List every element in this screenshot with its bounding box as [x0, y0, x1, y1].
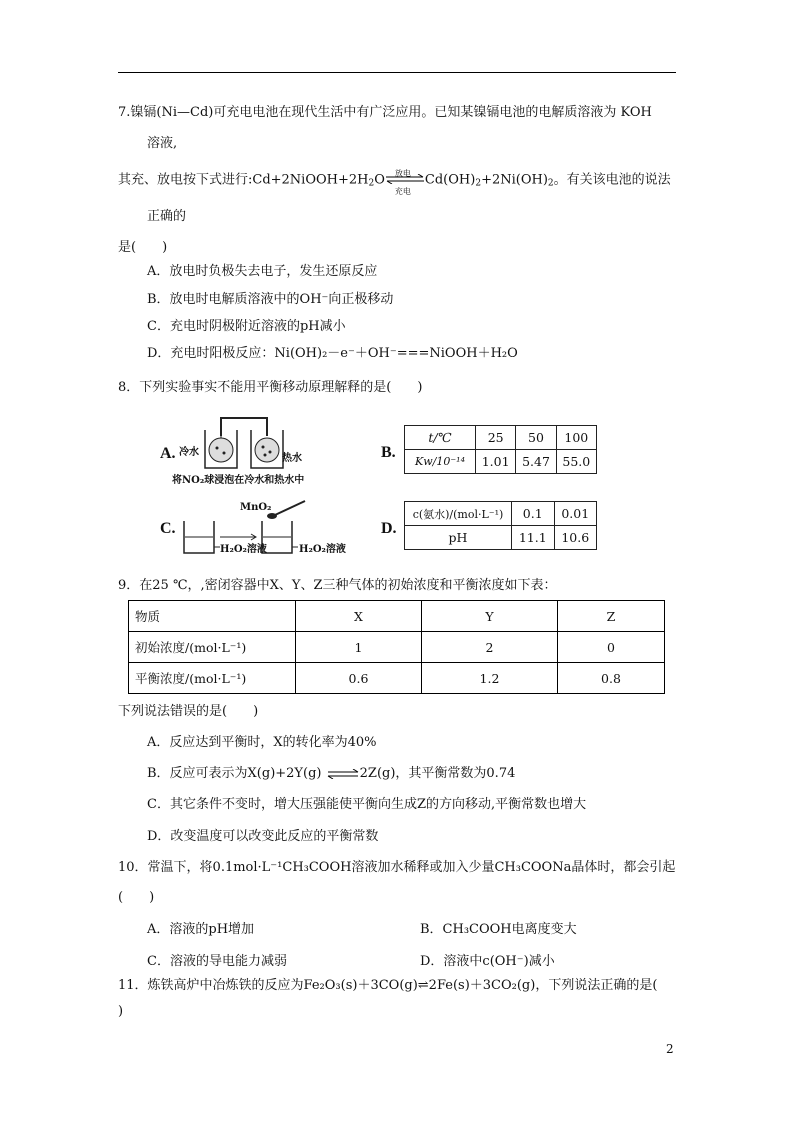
- q9-cell: 物质: [129, 601, 296, 632]
- fig-b-cell: 1.01: [476, 450, 516, 474]
- fig-d-cell: 10.6: [554, 526, 597, 550]
- q9-cell: Y: [422, 601, 558, 632]
- q7-line4: 正确的: [147, 209, 187, 224]
- q9-cell: 2: [422, 632, 558, 663]
- fig-b-label: B.: [381, 444, 396, 461]
- fig-b-cell: 5.47: [516, 450, 556, 474]
- q9-cell: X: [296, 601, 422, 632]
- q9-table: [128, 600, 665, 694]
- q7-equation: 其充、放电按下式进行$:Cd+2NiOOH+2H_2O$ 放电 充电 $Cd(OH)_2+2Ni(OH)_2$。有关该电池的说法: [118, 171, 671, 193]
- fig-d-table: [404, 501, 597, 550]
- q7-line1: 7.镍镉(Ni—Cd)可充电电池在现代生活中有广泛应用。已知某镍镉电池的电解质溶液为 KOH: [118, 105, 652, 120]
- fig-a-label: A.: [160, 445, 176, 462]
- fig-d-cell: 0.1: [512, 502, 555, 526]
- fig-c-right-solution: H₂O₂溶液: [299, 544, 346, 555]
- q9-cell: 0.6: [296, 663, 422, 694]
- arrow-top-label: 放电: [394, 169, 411, 178]
- page-number: 2: [666, 1042, 674, 1056]
- q9-option-b: [147, 765, 515, 783]
- q11-stem: 11．炼铁高炉中冶炼铁的反应为Fe₂O₃(s)＋3CO(g)⇌2Fe(s)＋3CO₂(g)，下列说法正确的是(: [118, 978, 658, 993]
- q11-tail: ): [118, 1004, 124, 1019]
- header-rule: [118, 72, 676, 73]
- q9-option-a: A．反应达到平衡时，X的转化率为40%: [147, 735, 377, 750]
- fig-a-cold-label: 冷水: [179, 447, 199, 458]
- fig-c-mno2: MnO₂: [240, 502, 272, 513]
- q7-line5: 是( ): [118, 240, 168, 255]
- q9-option-d: D．改变温度可以改变此反应的平衡常数: [147, 829, 379, 844]
- q9-cell: 平衡浓度/(mol·L⁻¹): [129, 663, 296, 694]
- fig-d-cell: 11.1: [512, 526, 555, 550]
- fig-b-cell: Kw/10⁻¹⁴: [405, 450, 476, 474]
- q7-line2: 溶液,: [147, 136, 178, 151]
- q9-cell: Z: [558, 601, 665, 632]
- equilibrium-arrow-icon: [326, 769, 360, 779]
- fig-d-label: D.: [381, 520, 397, 537]
- q8-stem: 8．下列实验事实不能用平衡移动原理解释的是( ): [118, 380, 423, 395]
- q9-option-b-post: 2Z(g)，其平衡常数为0.74: [359, 766, 516, 781]
- fig-b-table: [404, 425, 597, 474]
- fig-a-hot-label: 热水: [282, 453, 302, 464]
- q9-cell: 初始浓度/(mol·L⁻¹): [129, 632, 296, 663]
- q7-option-d: D．充电时阳极反应：Ni(OH)₂－e⁻＋OH⁻===NiOOH＋H₂O: [147, 346, 518, 361]
- q7-option-c: C．充电时阴极附近溶液的pH减小: [147, 319, 346, 334]
- fig-a-caption: 将NO₂球浸泡在冷水和热水中: [172, 475, 305, 486]
- fig-c-left-solution: H₂O₂溶液: [220, 544, 267, 555]
- q9-stem: 9．在25 ℃，,密闭容器中X、Y、Z三种气体的初始浓度和平衡浓度如下表：: [118, 578, 557, 593]
- q7-eq-pre: 其充、放电按下式进行:Cd+2NiOOH+2H: [118, 172, 369, 188]
- q9-option-c: C．其它条件不变时，增大压强能使平衡向生成Z的方向移动,平衡常数也增大: [147, 797, 587, 812]
- fig-b-cell: 50: [516, 426, 556, 450]
- arrow-bottom-label: 充电: [394, 187, 411, 196]
- q10-option-d: D．溶液中c(OH⁻)减小: [420, 954, 555, 969]
- q9-cell: 1: [296, 632, 422, 663]
- fig-c-label: C.: [160, 520, 176, 537]
- q10-stem: 10．常温下，将0.1mol·L⁻¹CH₃COOH溶液加水稀释或加入少量CH₃COONa晶体时，都会引起: [118, 860, 676, 875]
- q9-option-b-pre: B．反应可表示为X(g)+2Y(g): [147, 766, 322, 781]
- q9-cell: 0: [558, 632, 665, 663]
- reversible-arrow-icon: [385, 169, 425, 196]
- q10-paren: ( ): [118, 890, 155, 905]
- fig-d-cell: pH: [405, 526, 512, 550]
- no2-apparatus-icon: [195, 412, 295, 472]
- fig-b-cell: 25: [476, 426, 516, 450]
- q10-option-c: C．溶液的导电能力减弱: [147, 954, 287, 969]
- q9-ask: 下列说法错误的是( ): [118, 704, 259, 719]
- fig-b-cell: 100: [556, 426, 596, 450]
- q7-option-b: B．放电时电解质溶液中的OH⁻向正极移动: [147, 292, 394, 307]
- q7-option-a: A．放电时负极失去电子，发生还原反应: [147, 264, 378, 279]
- fig-b-cell: 55.0: [556, 450, 596, 474]
- q7-eq-post: Cd(OH): [424, 172, 476, 188]
- fig-d-cell: 0.01: [554, 502, 597, 526]
- q10-option-b: B．CH₃COOH电离度变大: [420, 922, 577, 937]
- q9-cell: 0.8: [558, 663, 665, 694]
- q10-option-a: A．溶液的pH增加: [147, 922, 255, 937]
- fig-b-cell: t/℃: [405, 426, 476, 450]
- q7-eq-post3: 。有关该电池的说法: [553, 172, 671, 188]
- q7-eq-post2: +2Ni(OH): [481, 172, 548, 188]
- q9-cell: 1.2: [422, 663, 558, 694]
- fig-d-cell: c(氨水)/(mol·L⁻¹): [405, 502, 512, 526]
